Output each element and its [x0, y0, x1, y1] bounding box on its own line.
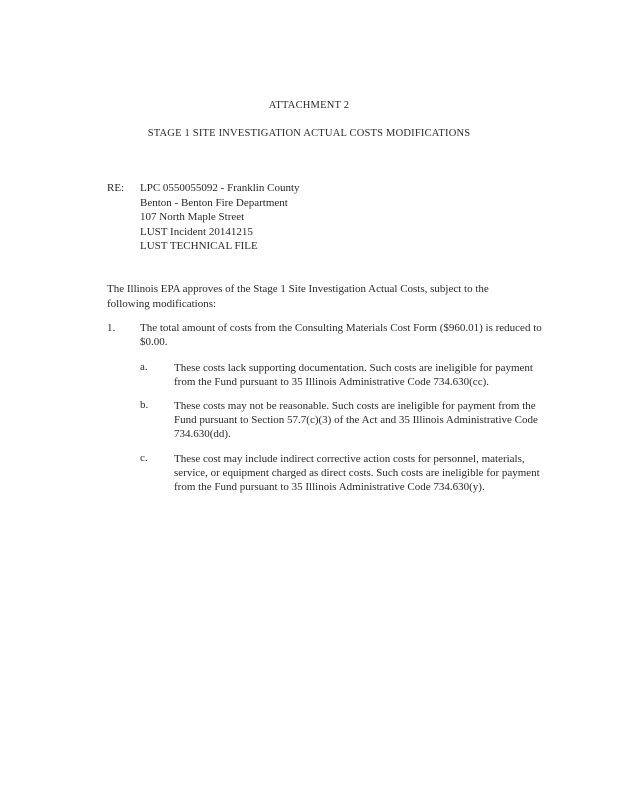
document-title: STAGE 1 SITE INVESTIGATION ACTUAL COSTS MODIFICATIONS: [147, 128, 471, 139]
re-line-file: LUST TECHNICAL FILE: [140, 240, 258, 253]
item-number: 1.: [107, 322, 116, 334]
re-label: RE:: [107, 182, 125, 194]
re-line-lpc: LPC 0550055092 - Franklin County: [140, 182, 300, 194]
subitem-c-text: These cost may include indirect corrective action costs for personnel, materials, service, or equipment charged as direct costs. Such costs are ineligible for payment from the Fund pursuant to 35 Illinois Administrative Code 734.630(y).: [174, 453, 540, 494]
intro-paragraph: The Illinois EPA approves of the Stage 1 Site Investigation Actual Costs, subject to the following modifications:: [107, 283, 489, 310]
subitem-b-text: These costs may not be reasonable. Such costs are ineligible for payment from the Fund pursuant to Section 57.7(c)(3) of the Act and 35 Illinois Administrative Code 734.630(dd).: [174, 400, 538, 441]
re-line-address: 107 North Maple Street: [140, 211, 245, 224]
re-line-site: Benton - Benton Fire Department: [140, 196, 288, 209]
item-text: The total amount of costs from the Consulting Materials Cost Form ($960.01) is reduced to $0.00.: [140, 322, 542, 349]
subitem-a-label: a.: [140, 361, 148, 373]
re-line-incident: LUST Incident 20141215: [140, 225, 253, 238]
subitem-b-label: b.: [140, 399, 149, 411]
subitem-a-text: These costs lack supporting documentation. Such costs are ineligible for payment from the Fund pursuant to 35 Illinois Administrative Code 734.630(cc).: [174, 362, 533, 389]
attachment-heading: ATTACHMENT 2: [268, 100, 350, 111]
subitem-c-label: c.: [140, 452, 148, 464]
re-block: [140, 181, 300, 254]
